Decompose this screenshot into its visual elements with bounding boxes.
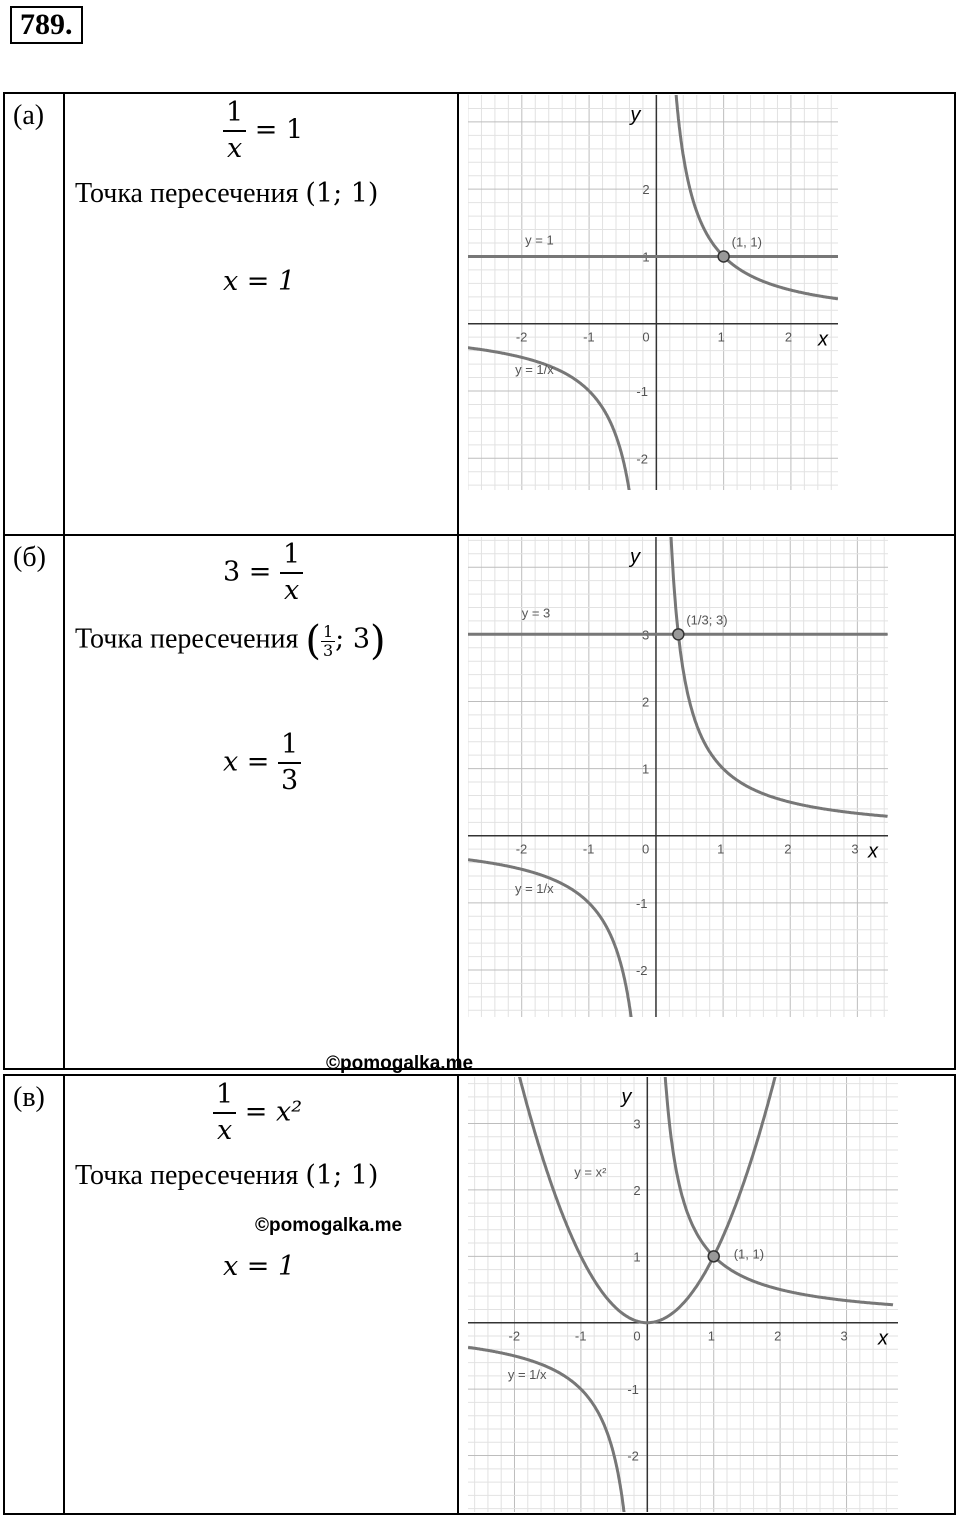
hyperbola-curve [663,1077,893,1305]
series-label: y = 3 [521,605,551,621]
y-tick-label: 3 [641,627,650,643]
row-a [3,92,956,536]
frac-num: 1 [278,728,301,764]
y-tick-label: -2 [627,1448,639,1464]
x-tick-label: 2 [774,1328,782,1344]
x-tick-label: -2 [508,1328,521,1344]
frac-num: 1 [223,96,246,132]
equation [223,538,303,608]
answer-lhs: x = [223,746,270,778]
row-b [3,536,956,1070]
frac-den: 3 [322,640,334,660]
x-tick-label: -1 [574,1328,587,1344]
eq-lhs: 3 = [223,556,272,588]
y-tick-label: -1 [635,895,648,911]
equation [223,96,303,166]
hyperbola-curve [674,95,838,299]
graph-cell [457,536,956,1070]
x-tick-label: 0 [633,1328,641,1344]
label-cell [3,536,63,1070]
x-tick-label: 3 [851,841,859,857]
point-label: (1/3; 3) [686,612,728,628]
intersection-y: ; 3 [335,623,371,655]
frac-den: x [216,1115,233,1146]
intersection-line: Точка пересечения ( $\frac{1}{3}$ ; 3) [75,618,386,664]
frac-num: 1 [213,1078,236,1114]
y-tick-label: 2 [642,182,650,198]
graph-cell [457,92,956,536]
solution-cell [63,1074,457,1515]
y-tick-label: -1 [636,384,648,399]
series-label: y = 1/x [514,880,554,896]
x-tick-label: 1 [717,841,725,857]
row-label: (а) [13,100,45,131]
hyperbola-curve [468,1347,627,1512]
point-label: (1, 1) [731,234,762,250]
x-tick-label: -2 [515,329,528,345]
y-tick-label: -2 [636,451,648,467]
graph [468,537,888,1017]
x-tick-label: 2 [784,841,792,857]
series-label: y = x² [574,1164,607,1180]
eq-rhs: = x² [244,1096,303,1128]
frac-den: x [283,575,300,606]
x-tick-label: -1 [582,841,595,857]
x-axis-label: x [878,1327,888,1350]
intersection-line [75,1160,378,1192]
eq-rhs: = 1 [254,114,304,146]
intersection-text: Точка пересечения [75,1160,299,1191]
x-tick-label: 1 [717,329,725,345]
answer [223,728,301,798]
series-label: y = 1/x [507,1367,547,1383]
y-axis-label: y [629,546,640,568]
row-c [3,1074,956,1515]
y-tick-label: 2 [641,694,650,710]
row-label: (б) [13,542,46,573]
graph-cell [457,1074,956,1515]
x-tick-label: 0 [641,841,650,857]
frac-den: x [226,133,243,164]
series-label: y = 1/x [515,362,554,378]
grid [468,1077,898,1512]
y-tick-label: 3 [633,1116,641,1132]
y-tick-label: 2 [633,1182,641,1198]
intersection-text: Точка пересечения [75,178,299,209]
x-tick-label: -1 [583,329,595,345]
x-axis-label: x [868,840,878,863]
equation [213,1078,302,1148]
x-tick-label: 1 [707,1328,715,1344]
x-axis-label: x [818,328,828,351]
intersection-point: (1; 1) [305,1160,379,1191]
x-tick-label: 0 [642,329,650,345]
grid [468,95,838,490]
problem-number: 789. [10,6,83,44]
frac-den: 3 [281,765,299,796]
label-cell [3,92,63,536]
graph [468,1077,898,1512]
intersection-point [673,629,684,640]
watermark: ©pomogalka.me [326,1053,474,1074]
watermark: ©pomogalka.me [255,1215,403,1236]
x-tick-label: -2 [515,841,528,857]
intersection-point [718,251,729,262]
x-tick-label: 3 [840,1328,848,1344]
graph [468,95,838,490]
y-axis-label: y [621,1086,632,1108]
y-tick-label: -1 [627,1382,639,1398]
point-label: (1, 1) [733,1246,765,1262]
y-tick-label: 1 [642,249,650,265]
label-cell [3,1074,63,1515]
answer: x = 1 [223,1251,296,1282]
y-tick-label: 1 [633,1249,641,1265]
series-label: y = 1 [525,232,554,248]
y-tick-label: 1 [641,761,650,777]
x-tick-label: 2 [784,329,793,345]
intersection-line [75,178,378,210]
y-axis-label: y [630,104,641,126]
y-tick-label: -2 [635,963,648,979]
frac-num: 1 [322,621,334,641]
solution-cell [63,536,457,1070]
intersection-text: Точка пересечения [75,623,299,655]
intersection-point [708,1251,719,1262]
hyperbola-curve [670,537,888,816]
intersection-point: (1; 1) [305,178,379,209]
frac-num: 1 [280,538,303,574]
row-label: (в) [13,1082,45,1113]
answer: x = 1 [223,266,296,297]
solution-cell [63,92,457,536]
